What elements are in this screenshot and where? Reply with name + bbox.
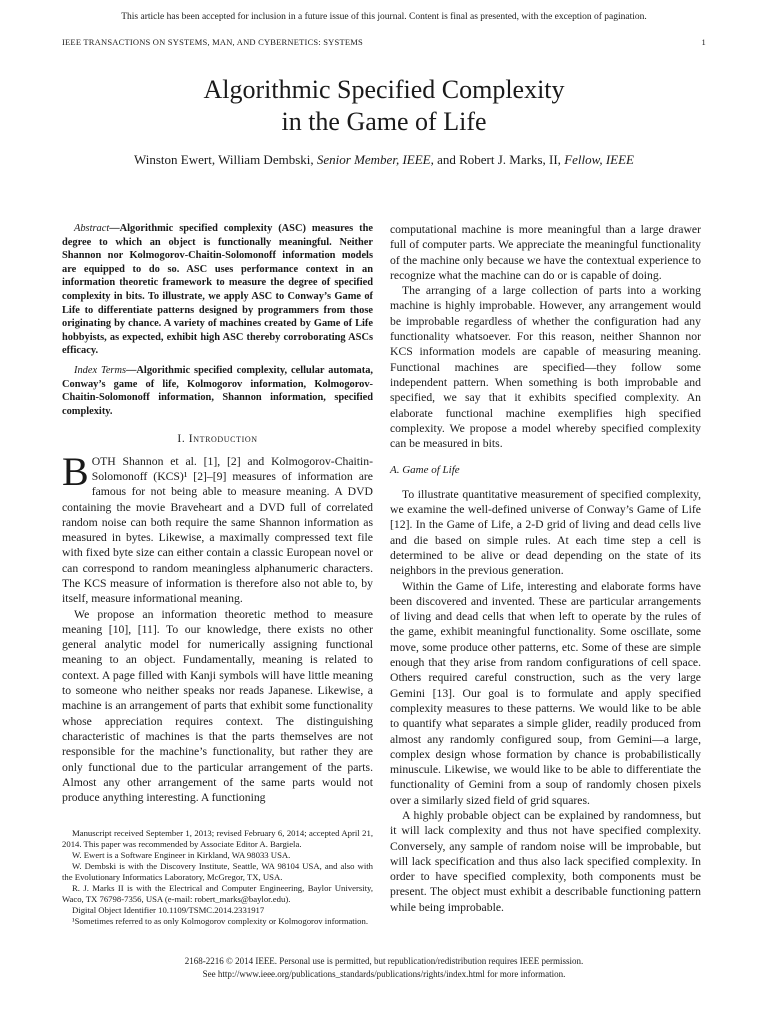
- index-terms: [62, 364, 373, 418]
- authors-a: Winston Ewert, William Dembski,: [134, 152, 317, 167]
- rights-link-line: See http://www.ieee.org/publications_standards/publications/rights/index.html for more information.: [202, 969, 566, 979]
- gol-paragraph-1: To illustrate quantitative measurement of specified complexity, we examine the well-defined universe of Conway’s Game of Life [12]. In the Game of Life, a 2-D grid of living and dead cells live and die based on simple rules. At each time step a cell is determined to be alive or dead depending on the state of its neighbors in the previous generation.: [390, 487, 701, 578]
- drop-cap: B: [62, 448, 89, 494]
- index-terms-lead: Index Terms: [74, 364, 127, 376]
- intro-paragraph-1: [62, 448, 373, 607]
- gol-paragraph-3: A highly probable object can be explained by randomness, but it will lack complexity and thus not have specified complexity. Conversely, any sample of random noise will be improbable, but will lack specification and thus also lack specified complexity. In order to have specified complexity, both components must be present. The object must exhibit a describable functioning pattern while being improbable.: [390, 808, 701, 914]
- journal-name: IEEE TRANSACTIONS ON SYSTEMS, MAN, AND CYBERNETICS: SYSTEMS: [62, 37, 363, 47]
- intro-paragraph-2: We propose an information theoretic method to measure meaning [10], [11]. To our knowledge, there exists no other general analytic model for numerically assigning functional meaning to an object. Fundamentally, meaning is related to context. A page filled with Kanji symbols will have little meaning to someone who neither speaks nor reads Japanese. Likewise, a machine is an arrangement of parts that exhibit some functionality whose appreciation requires context. The distinguishing characteristic of machines is that the parts themselves are not responsible for the machine’s functionality, but rather they are only functional due to the particular arrangement of the parts. Almost any other arrangement of the same parts would not produce anything interesting. A functioning: [62, 607, 373, 805]
- footnotes: [62, 828, 373, 927]
- title-line-1: Algorithmic Specified Complexity: [203, 75, 565, 104]
- intro-paragraph-3: computational machine is more meaningful than a large drawer full of computer parts. We appreciate the meaningful functionality of the machine only because we have the contextual experience to recognize what the machine can do or is capable of doing.: [390, 223, 701, 282]
- gol-paragraph-2: Within the Game of Life, interesting and elaborate forms have been discovered and invented. These are particular arrangements of living and dead cells that when left to operate by the rules of the game, exhibit meaningful functionality. Some oscillate, some move, some produce other patterns, etc. Some of these are simple enough that they arise from random configurations of cell space. Others required careful construction, such as the very large Gemini [13]. Our goal is to formulate and apply specified complexity measures to these patterns. We would like to be able to quantify what separates a simple glider, readily produced from almost any randomly configured soup, from Gemini—a large, complex design whose formation by chance is probabilistically minuscule. Likewise, we would like to be able to differentiate the functionality of Gemini from a soup of randomly chosen pixels over a similarly sized field of grid squares.: [390, 579, 701, 807]
- left-column: [62, 222, 373, 805]
- abstract-lead: Abstract: [74, 223, 110, 234]
- copyright-line: 2168-2216 © 2014 IEEE. Personal use is permitted, but republication/redistribution requires IEEE permission.: [184, 956, 584, 966]
- footnote-dembski: W. Dembski is with the Discovery Institute, Seattle, WA 98104 USA, and also with the Evolutionary Informatics Laboratory, McGregor, TX, USA.: [62, 861, 373, 882]
- footnote-1: ¹Sometimes referred to as only Kolmogorov complexity or Kolmogorov information.: [72, 916, 368, 926]
- intro-paragraph-4: The arranging of a large collection of parts into a working machine is highly improbable. However, any arrangement would be improbable regardless of whether the configuration had any functionality whatsoever. For this reason, neither Shannon nor KCS information models are capable of measuring meaning. Functional machines are specified—they follow some independent pattern. When something is both improbable and specified, we say that it exhibits specified complexity. An elaborate functional machine exemplifies high specified complexity. We propose a model whereby specified complexity can be measured in bits.: [390, 284, 701, 451]
- copyright-footer: [0, 955, 768, 981]
- author-list: [0, 152, 768, 168]
- acceptance-note: This article has been accepted for inclusion in a future issue of this journal. Content is final as presented, with the exception of pagination.: [121, 12, 647, 22]
- authors-b: and Robert J. Marks, II,: [433, 152, 565, 167]
- authors-a-role: Senior Member, IEEE,: [316, 152, 434, 167]
- section-heading-introduction: I. Introduction: [177, 433, 258, 446]
- right-column: [390, 222, 701, 915]
- index-terms-text: —Algorithmic specified complexity, cellular automata, Conway’s game of life, Kolmogorov information, Kolmogorov-Chaitin-Solomonoff information, Shannon information, specified complexity.: [62, 364, 373, 417]
- title-line-2: in the Game of Life: [281, 107, 487, 136]
- intro-p1-text: OTH Shannon et al. [1], [2] and Kolmogorov-Chaitin-Solomonoff (KCS)¹ [2]–[9] measures of information are famous for not being able to measure meaning. A DVD containing the movie Braveheart and a DVD full of correlated random noise can both require the same Shannon information as measured in bytes. Likewise, a maximally compressed text file with fixed byte size can either contain a classic European novel or can correspond to random meaningless alphanumeric characters. The KCS measure of information is therefore also not able to, by itself, measure informational meaning.: [62, 454, 373, 606]
- footnote-doi: Digital Object Identifier 10.1109/TSMC.2014.2331917: [72, 905, 265, 915]
- footnote-manuscript: Manuscript received September 1, 2013; revised February 6, 2014; accepted April 21, 2014. This paper was recommended by Associate Editor A. Bargiela.: [62, 828, 373, 849]
- subsection-heading-game-of-life: A. Game of Life: [390, 464, 460, 477]
- footnote-ewert: W. Ewert is a Software Engineer in Kirkland, WA 98033 USA.: [72, 850, 291, 860]
- abstract: [62, 222, 373, 358]
- footnote-marks: R. J. Marks II is with the Electrical and Computer Engineering, Baylor University, Waco, TX 76798-7356, USA (e-mail: robert_marks@baylor.edu).: [62, 883, 373, 904]
- abstract-text: —Algorithmic specified complexity (ASC) measures the degree to which an object is functionally meaningful. Neither Shannon nor Kolmogorov-Chaitin-Solomonoff information models are equipped to do so. ASC uses performance context in an information theoretic framework to measure the degree of specified complexity in bits. To illustrate, we apply ASC to Conway’s Game of Life to differentiate patterns designed by programmers from those originating by chance. A variety of machines created by Game of Life hobbyists, as expected, exhibit high ASC thereby corroborating ASCs efficacy.: [62, 223, 373, 357]
- paper-title: [0, 74, 768, 138]
- page-number: 1: [701, 37, 706, 47]
- authors-b-role: Fellow, IEEE: [564, 152, 634, 167]
- running-header: [62, 37, 706, 47]
